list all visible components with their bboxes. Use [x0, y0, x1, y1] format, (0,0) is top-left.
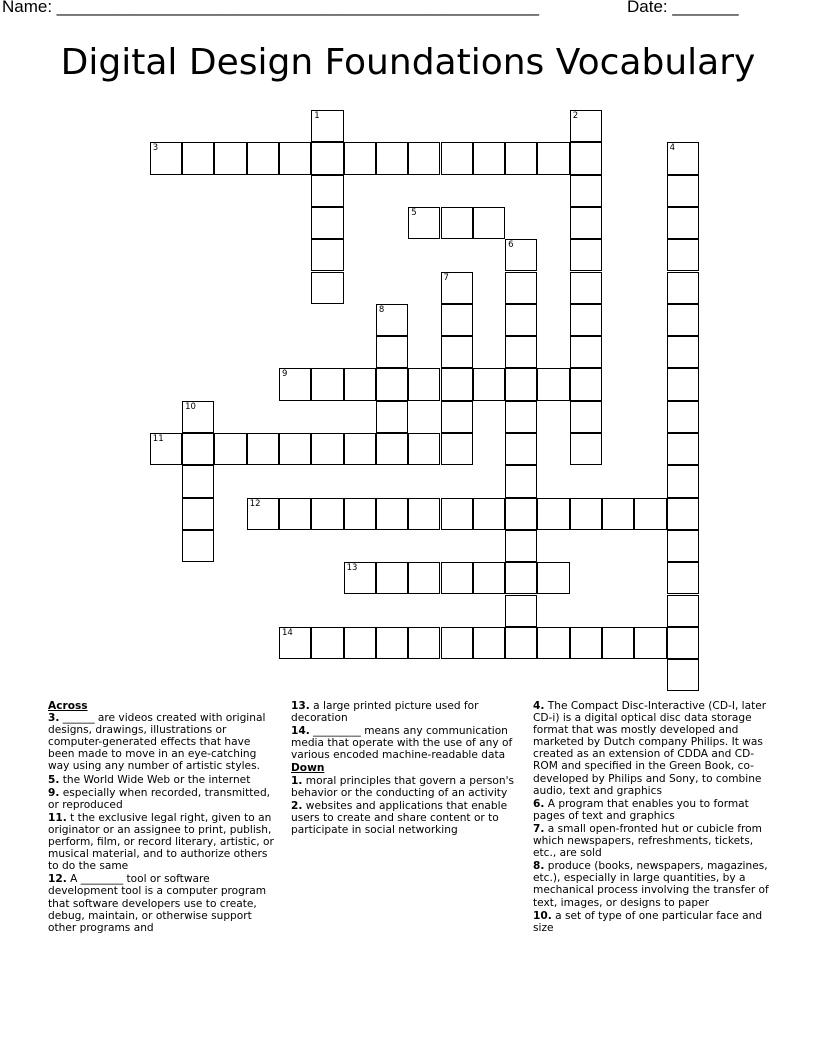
clue-item-text: a set of type of one particular face and size — [533, 909, 763, 934]
grid-cell[interactable] — [182, 401, 214, 433]
grid-cell[interactable] — [667, 562, 699, 594]
grid-cell[interactable] — [505, 627, 537, 659]
clue-item — [48, 774, 280, 786]
grid-cell[interactable] — [505, 530, 537, 562]
clue-item-number: 9. — [48, 786, 60, 799]
grid-cell[interactable] — [311, 368, 343, 400]
grid-cell[interactable] — [505, 465, 537, 497]
grid-cell[interactable] — [376, 304, 408, 336]
clue-item — [48, 712, 280, 772]
grid-cell[interactable] — [408, 433, 440, 465]
grid-cell[interactable] — [344, 627, 376, 659]
grid-cell[interactable] — [473, 562, 505, 594]
grid-cell[interactable] — [570, 498, 602, 530]
grid-cell[interactable] — [667, 498, 699, 530]
grid-cell[interactable] — [537, 562, 569, 594]
grid-cell[interactable] — [667, 659, 699, 691]
grid-cell[interactable] — [441, 627, 473, 659]
grid-cell[interactable] — [441, 142, 473, 174]
clue-number: 6 — [508, 240, 514, 251]
grid-cell[interactable] — [537, 498, 569, 530]
grid-cell[interactable] — [505, 433, 537, 465]
clue-number: 11 — [152, 434, 164, 444]
grid-cell[interactable] — [311, 142, 343, 174]
clue-item — [533, 700, 771, 797]
grid-cell[interactable] — [279, 368, 311, 400]
clue-item — [48, 873, 280, 933]
clue-item-number: 5. — [48, 773, 60, 786]
grid-cell[interactable] — [505, 142, 537, 174]
grid-cell[interactable] — [441, 401, 473, 433]
grid-cell[interactable] — [441, 368, 473, 400]
grid-cell[interactable] — [311, 110, 343, 142]
grid-cell[interactable] — [247, 498, 279, 530]
clues-column-3 — [533, 700, 771, 935]
grid-cell[interactable] — [473, 498, 505, 530]
clue-item-number: 12. — [48, 873, 67, 886]
clue-item-text: moral principles that govern a person's behavior or the conducting of an activity — [291, 774, 515, 799]
grid-cell[interactable] — [279, 627, 311, 659]
grid-cell[interactable] — [150, 142, 182, 174]
grid-cell[interactable] — [344, 562, 376, 594]
grid-cell[interactable] — [247, 433, 279, 465]
clue-item-text: especially when recorded, transmitted, or reproduced — [48, 786, 271, 811]
clue-item — [533, 860, 771, 908]
grid-cell[interactable] — [602, 627, 634, 659]
clue-item — [533, 798, 771, 822]
grid-cell[interactable] — [505, 336, 537, 368]
clue-item — [291, 800, 523, 836]
grid-cell[interactable] — [247, 142, 279, 174]
grid-cell[interactable] — [667, 465, 699, 497]
grid-cell[interactable] — [408, 368, 440, 400]
grid-cell[interactable] — [182, 498, 214, 530]
clues-column-2 — [291, 700, 523, 837]
grid-cell[interactable] — [505, 239, 537, 271]
grid-cell[interactable] — [376, 498, 408, 530]
grid-cell[interactable] — [634, 627, 666, 659]
grid-cell[interactable] — [473, 368, 505, 400]
clue-item-number: 7. — [533, 822, 545, 835]
grid-cell[interactable] — [570, 207, 602, 239]
grid-cell[interactable] — [441, 304, 473, 336]
clue-number: 8 — [378, 304, 385, 315]
clue-item-text: websites and applications that enable users to create and share content or to participate in social networking — [291, 799, 508, 836]
grid-cell[interactable] — [441, 562, 473, 594]
grid-cell[interactable] — [570, 142, 602, 174]
grid-cell[interactable] — [505, 595, 537, 627]
grid-cell[interactable] — [279, 433, 311, 465]
grid-cell[interactable] — [473, 207, 505, 239]
grid-cell[interactable] — [505, 304, 537, 336]
clue-item-number: 13. — [291, 700, 310, 712]
clue-item — [533, 823, 771, 859]
grid-cell[interactable] — [344, 142, 376, 174]
clue-item-text: t the exclusive legal right, given to an originator or an assignee to print, publish, perform, film, or record literary, artistic, or musical material, and to authorize others to do the same — [48, 811, 274, 873]
grid-cell[interactable] — [311, 207, 343, 239]
clue-number: 5 — [411, 207, 417, 218]
clue-item-number: 14. — [291, 725, 310, 738]
grid-cell[interactable] — [537, 142, 569, 174]
grid-cell[interactable] — [505, 562, 537, 594]
clue-number: 1 — [314, 111, 320, 121]
grid-cell[interactable] — [311, 498, 343, 530]
grid-cell[interactable] — [667, 175, 699, 207]
clue-item-number: 11. — [48, 811, 67, 824]
grid-cell[interactable] — [537, 368, 569, 400]
grid-cell[interactable] — [182, 433, 214, 465]
clue-item-number: 8. — [533, 860, 545, 873]
grid-cell[interactable] — [376, 562, 408, 594]
grid-cell[interactable] — [311, 239, 343, 271]
grid-cell[interactable] — [408, 207, 440, 239]
clue-item-text: The Compact Disc-Interactive (CD-I, later CD-i) is a digital optical disc data storage format that was mostly developed and marketed by Dutch company Philips. It was created as an extension of CDDA and CD-ROM and specified in the Green Book, co-developed by Philips and Sony, to combine audio, text and graphics — [533, 700, 767, 797]
grid-cell[interactable] — [408, 498, 440, 530]
grid-cell[interactable] — [505, 272, 537, 304]
grid-cell[interactable] — [441, 336, 473, 368]
clue-item — [48, 812, 280, 872]
clue-item-number: 10. — [533, 909, 552, 922]
clue-item-text: the World Wide Web or the internet — [59, 773, 251, 786]
clue-number: 3 — [152, 143, 159, 154]
clue-item-text: A ________ tool or software development tool is a computer program that software developers use to create, debug, maintain, or otherwise support other programs and — [48, 873, 267, 934]
grid-cell[interactable] — [279, 498, 311, 530]
grid-cell[interactable] — [441, 207, 473, 239]
grid-cell[interactable] — [376, 368, 408, 400]
grid-cell[interactable] — [376, 401, 408, 433]
clue-item — [291, 725, 523, 761]
grid-cell[interactable] — [667, 433, 699, 465]
grid-cell[interactable] — [570, 368, 602, 400]
clue-item-number: 1. — [291, 774, 303, 787]
grid-cell[interactable] — [505, 498, 537, 530]
clue-number: 2 — [572, 111, 579, 121]
grid-cell[interactable] — [570, 401, 602, 433]
grid-cell[interactable] — [505, 368, 537, 400]
grid-cell[interactable] — [570, 272, 602, 304]
clue-item-text: a small open-fronted hut or cubicle from which newspapers, refreshments, tickets, etc., are sold — [533, 822, 762, 860]
grid-cell[interactable] — [311, 272, 343, 304]
clue-number: 13 — [346, 563, 358, 574]
grid-cell[interactable] — [473, 627, 505, 659]
grid-cell[interactable] — [667, 368, 699, 400]
grid-cell[interactable] — [667, 207, 699, 239]
grid-cell[interactable] — [570, 239, 602, 271]
clue-item-text: ______ are videos created with original designs, drawings, illustrations or computer-generated effects that have been made to move in an eye-catching way using any number of artistic styles. — [48, 712, 266, 773]
grid-cell[interactable] — [570, 433, 602, 465]
grid-cell[interactable] — [570, 110, 602, 142]
clue-item — [291, 775, 523, 799]
clue-item-number: 3. — [48, 712, 60, 725]
grid-cell[interactable] — [376, 433, 408, 465]
clue-number: 9 — [282, 369, 288, 380]
grid-cell[interactable] — [344, 433, 376, 465]
down-heading: Down — [291, 762, 325, 775]
grid-cell[interactable] — [667, 272, 699, 304]
grid-cell[interactable] — [344, 368, 376, 400]
name-field-label[interactable]: Name: ___________________________________________________ — [2, 0, 539, 16]
grid-cell[interactable] — [408, 142, 440, 174]
grid-cell[interactable] — [311, 175, 343, 207]
grid-cell[interactable] — [441, 498, 473, 530]
grid-cell[interactable] — [667, 401, 699, 433]
grid-cell[interactable] — [505, 401, 537, 433]
grid-cell[interactable] — [473, 142, 505, 174]
grid-cell[interactable] — [441, 272, 473, 304]
clue-number: 12 — [249, 498, 261, 509]
grid-cell[interactable] — [214, 142, 246, 174]
grid-cell[interactable] — [667, 304, 699, 336]
clue-item — [48, 787, 280, 811]
grid-cell[interactable] — [570, 175, 602, 207]
grid-cell[interactable] — [376, 142, 408, 174]
grid-cell[interactable] — [182, 530, 214, 562]
grid-cell[interactable] — [182, 142, 214, 174]
clue-item-number: 6. — [533, 797, 545, 810]
grid-cell[interactable] — [311, 627, 343, 659]
grid-cell[interactable] — [182, 465, 214, 497]
clue-item-number: 4. — [533, 700, 545, 712]
clue-item-text: a large printed picture used for decoration — [291, 700, 479, 725]
grid-cell[interactable] — [634, 498, 666, 530]
clues-column-1 — [48, 700, 280, 935]
grid-cell[interactable] — [667, 142, 699, 174]
grid-cell[interactable] — [570, 304, 602, 336]
grid-cell[interactable] — [344, 498, 376, 530]
page-title: Digital Design Foundations Vocabulary — [60, 42, 756, 83]
grid-cell[interactable] — [667, 239, 699, 271]
grid-cell[interactable] — [570, 627, 602, 659]
clue-number: 4 — [669, 143, 676, 154]
clue-number: 7 — [443, 272, 449, 283]
grid-cell[interactable] — [408, 627, 440, 659]
grid-cell[interactable] — [441, 433, 473, 465]
clue-number: 14 — [282, 627, 293, 638]
grid-cell[interactable] — [602, 498, 634, 530]
date-field-label[interactable]: Date: _______ — [627, 0, 739, 16]
across-heading: Across — [48, 700, 88, 712]
clue-number: 10 — [185, 401, 196, 412]
grid-cell[interactable] — [667, 530, 699, 562]
grid-cell[interactable] — [667, 595, 699, 627]
clue-item-text: produce (books, newspapers, magazines, etc.), especially in large quantities, by a mechanical process involving the transfer of text, images, or designs to paper — [533, 860, 769, 909]
grid-cell[interactable] — [214, 433, 246, 465]
clue-item-text: A program that enables you to format pages of text and graphics — [533, 797, 749, 822]
grid-cell[interactable] — [376, 336, 408, 368]
grid-cell[interactable] — [667, 336, 699, 368]
clue-item — [533, 910, 771, 934]
grid-cell[interactable] — [408, 562, 440, 594]
clue-item-number: 2. — [291, 799, 303, 812]
grid-cell[interactable] — [279, 142, 311, 174]
grid-cell[interactable] — [376, 627, 408, 659]
grid-cell[interactable] — [570, 336, 602, 368]
grid-cell[interactable] — [667, 627, 699, 659]
clue-item-text: _________ means any communication media that operate with the use of any of various encoded machine-readable data — [291, 725, 513, 762]
grid-cell[interactable] — [311, 433, 343, 465]
grid-cell[interactable] — [150, 433, 182, 465]
clue-item — [291, 700, 523, 724]
grid-cell[interactable] — [537, 627, 569, 659]
